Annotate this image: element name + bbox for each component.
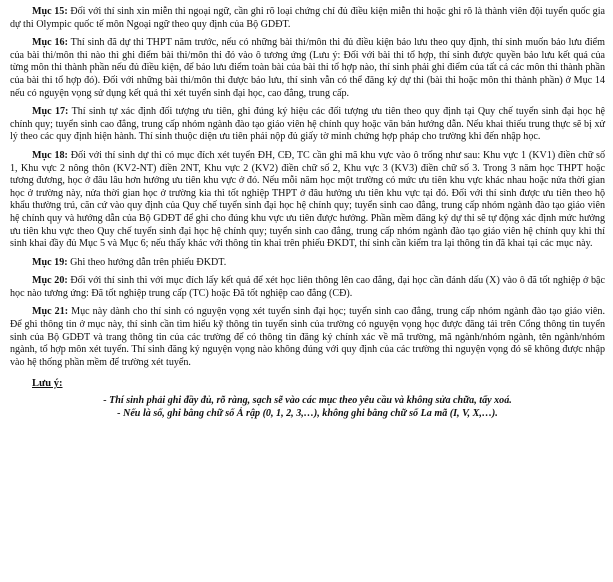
- note-item: - Nếu là số, ghi bằng chữ số Ả rập (0, 1, 2, 3,…), không ghi bằng chữ số La mã (I, V, X,…).: [117, 408, 498, 420]
- paragraph-muc-15: [10, 6, 605, 31]
- paragraph-label: Mục 21:: [32, 306, 69, 318]
- paragraph-text: Đối với thí sinh thi với mục đích lấy kết quả để xét học liên thông lên cao đẳng, đại học cần đánh dấu (X) vào ô đã tốt nghiệp ở bậc học nào tương ứng: Đã tốt nghiệp trung cấp (TC) hoặc Đã tốt nghiệp cao đẳng (CĐ).: [10, 275, 605, 299]
- paragraph-text: Thí sinh tự xác định đối tượng ưu tiên, ghi đúng ký hiệu các đối tượng ưu tiên theo quy định tại Quy chế tuyển sinh đại học hệ chính quy; tuyển sinh cao đẳng, trung cấp nhóm ngành đào tạo giáo viên hệ chính quy hoặc văn bản hướng dẫn. Nếu khai thiếu trung thực sẽ bị xử lý theo các quy định hiện hành. Thí sinh thuộc diện ưu tiên phải nộp đủ giấy tờ minh chứng hợp pháp cho trường khi đến nhập học.: [10, 106, 605, 143]
- paragraph-text: Đối với thí sinh xin miễn thi ngoại ngữ, cần ghi rõ loại chứng chỉ đủ điều kiện miễn thi hoặc ghi rõ là thành viên đội tuyển quốc gia dự thi Olympic quốc tế môn Ngoại ngữ theo quy định của Bộ GDĐT.: [10, 6, 605, 30]
- paragraph-muc-17: [10, 106, 605, 144]
- paragraph-muc-20: [10, 275, 605, 300]
- paragraph-text: Đối với thí sinh dự thi có mục đích xét tuyển ĐH, CĐ, TC cần ghi mã khu vực vào ô trống như sau: Khu vực 1 (KV1) điền chữ số 1, Khu vực 2 nông thôn (KV2-NT) điền 2NT, Khu vực 2 (KV2) điền chữ số 2, Khu vực 3 (KV3) điền chữ số 3. Trong 3 năm học THPT hoặc tương đương, học ở đâu lâu hơn hưởng ưu tiên khu vực ở đó. Nếu mỗi năm học một trường có mức ưu tiên khu vực khác nhau hoặc nửa thời gian học ở trường này, nửa thời gian học ở trường kia thì tốt nghiệp THPT ở đâu hưởng ưu tiên khu vực tại đó. Đối với thí sinh được ưu tiên theo hộ khẩu thường trú, căn cứ vào quy định của Quy chế tuyển sinh đại học hệ chính quy; tuyển sinh cao đẳng, trung cấp nhóm ngành đào tạo giáo viên hệ chính quy và hướng dẫn của Bộ GDĐT để ghi cho đúng khu vực ưu tiên được hưởng. Phần mềm đăng ký dự thi sẽ tự động xác định mức hưởng ưu tiên khu vực theo Quy chế tuyển sinh đại học hệ chính quy; tuyển sinh cao đẳng, trung cấp nhóm ngành đào tạo giáo viên hệ chính quy khi thí sinh khai đầy đủ Mục 5 và Mục 6; nếu thấy khác với thông tin khai trên phiếu ĐKDT, thí sinh cần kiểm tra lại thông tin đã khai tại các mục này.: [10, 149, 605, 250]
- paragraph-label: Mục 19:: [32, 256, 68, 268]
- paragraph-text: Ghi theo hướng dẫn trên phiếu ĐKDT.: [67, 256, 227, 268]
- paragraph-label: Mục 18:: [32, 149, 68, 161]
- paragraph-label: Mục 15:: [32, 6, 68, 17]
- paragraph-muc-21: [10, 306, 605, 369]
- note-item: - Thí sinh phải ghi đầy đủ, rõ ràng, sạch sẽ vào các mục theo yêu cầu và không sửa chữa, tẩy xoá.: [103, 395, 512, 407]
- paragraph-label: Mục 17:: [32, 106, 69, 118]
- paragraph-muc-18: [10, 150, 605, 251]
- paragraph-text: Thí sinh đã dự thi THPT năm trước, nếu có những bài thi/môn thi đủ điều kiện bảo lưu theo quy định, thí sinh muốn bảo lưu điểm của bài thi/môn thi nào thì ghi điểm bài thi/môn thi đó vào ô tương ứng (Lưu ý: Đối với bài thi tổ hợp, thí sinh được quyền bảo lưu kết quả của từng môn thi thành phần nếu đủ điều kiện, để bảo lưu điểm toàn bài của bài thi tổ hợp nào, thí sinh phải ghi điểm của tất cả các môn thi thành phần của bài thi tổ hợp đó). Đối với những bài thi/môn thi được bảo lưu, thí sinh vẫn có thể đăng ký dự thi (bài thi hoặc môn thi thành phần) ở Mục 14 nếu có nguyện vọng sử dụng kết quả thi xét tuyển sinh đại học, cao đẳng, trung cấp.: [10, 37, 605, 99]
- paragraph-muc-16: [10, 37, 605, 100]
- paragraph-muc-19: [10, 257, 605, 270]
- paragraph-label: Mục 20:: [32, 275, 68, 287]
- paragraph-text: Mục này dành cho thí sinh có nguyện vọng xét tuyển sinh đại học; tuyển sinh cao đẳng, trung cấp nhóm ngành đào tạo giáo viên. Để ghi thông tin ở mục này, thí sinh cần tìm hiểu kỹ thông tin tuyển sinh của trường có nguyện vọng học được đăng tải trên Cổng thông tin tuyển sinh của Bộ GDĐT và trang thông tin của các trường để có thông tin đăng ký chính xác về mã trường, mã ngành/nhóm ngành, tên ngành/nhóm ngành, tổ hợp môn xét tuyển. Thí sinh đăng ký nguyện vọng nào không đúng với quy định của các trường thì nguyện vọng đó sẽ không được nhập vào hệ thống phần mềm để trường xét tuyển.: [10, 306, 605, 368]
- note-heading: Lưu ý:: [32, 378, 63, 390]
- paragraph-label: Mục 16:: [32, 37, 68, 49]
